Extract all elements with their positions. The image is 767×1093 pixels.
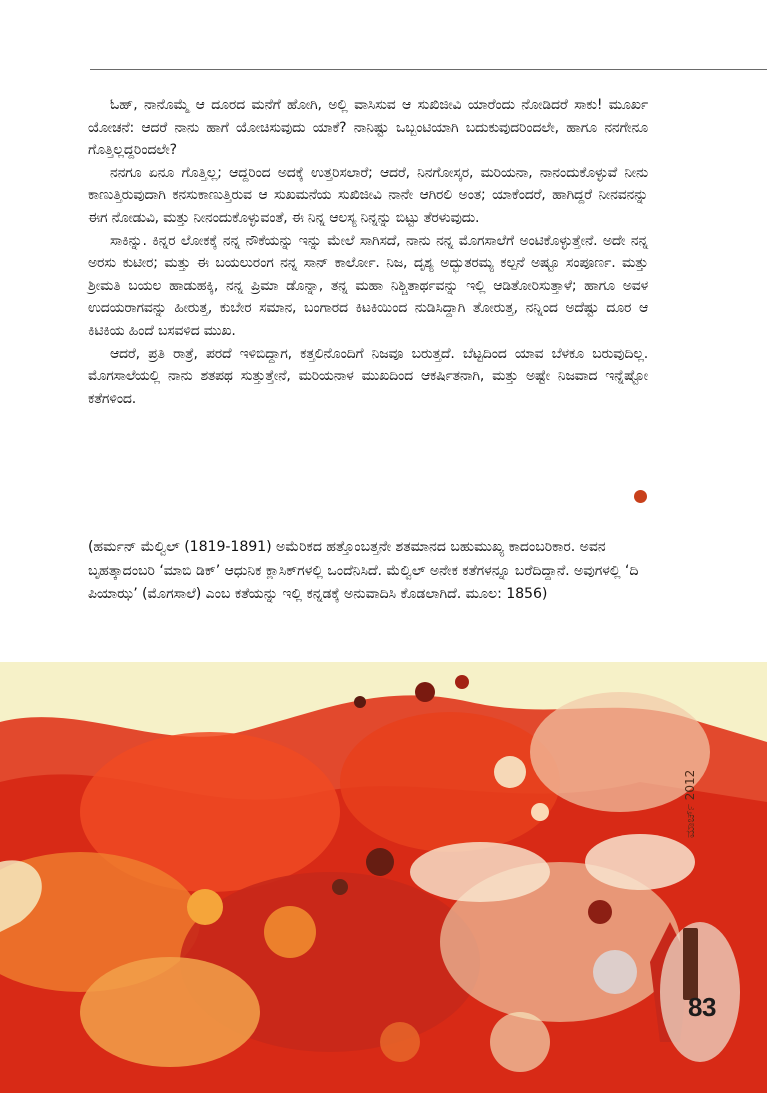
story-paragraph: ಓಹ್, ನಾನೊಮ್ಮೆ ಆ ದೂರದ ಮನೆಗೆ ಹೋಗಿ, ಅಲ್ಲಿ ವಾಸಿಸುವ ಆ ಸುಖಿಜೀವಿ ಯಾರೆಂದು ನೋಡಿದರೆ ಸಾಕು! ಮೂರ್ಖ ಯೋಚನೆ: ಆದರೆ ನಾನು ಹಾಗೆ ಯೋಚಿಸುವುದು ಯಾಕೆ? ನಾನಿಷ್ಟು ಒಬ್ಬಂಟಿಯಾಗಿ ಬದುಕುವುದರಿಂದಲೇ, ಹಾಗೂ ನನಗೇನೂ ಗೊತ್ತಿಲ್ಲದ್ದರಿಂದಲೇ?: [88, 97, 648, 159]
issue-date-label: ಮಾರ್ಚ್ 2012: [683, 769, 697, 838]
story-paragraph: ಸಾಕಿನ್ನು. ಕಿನ್ನರ ಲೋಕಕ್ಕೆ ನನ್ನ ನೌಕೆಯನ್ನು ಇನ್ನು ಮೇಲೆ ಸಾಗಿಸದೆ, ನಾನು ನನ್ನ ಮೊಗಸಾಲೆಗೆ ಅಂಟಿಕೊಳ್ಳುತ್ತೇನೆ. ಅದೇ ನನ್ನ ಅರಸು ಕುಟೀರ; ಮತ್ತು ಈ ಬಯಲುರಂಗ ನನ್ನ ಸಾನ್ ಕಾರ್ಲೋ. ನಿಜ, ದೃಶ್ಯ ಅದ್ಭುತರಮ್ಯ ಕಲ್ಪನೆ ಅಷ್ಟೂ ಸಂಪೂರ್ಣ. ಮತ್ತು ಶ್ರೀಮತಿ ಬಯಲ ಹಾಡುಹಕ್ಕಿ, ನನ್ನ ಪ್ರಿಮಾ ಡೊನ್ನಾ, ತನ್ನ ಮಹಾ ನಿಶ್ಚಿತಾರ್ಥವನ್ನು ಇಲ್ಲಿ ಆಡಿತೋರಿಸುತ್ತಾಳೆ; ಹಾಗೂ ಅವಳ ಉದಯರಾಗವನ್ನು ಹೀರುತ್ತ, ಕುಬೇರ ಸಮಾನ, ಬಂಗಾರದ ಕಿಟಕಿಯಿಂದ ನುಡಿಸಿದ್ದಾಗಿ ತೋರುತ್ತ, ನನ್ನಿಂದ ಅದೆಷ್ಟು ದೂರ ಆ ಕಿಟಿಕಿಯ ಹಿಂದೆ ಬಸವಳಿದ ಮುಖ.: [88, 232, 648, 339]
story-paragraph: ನನಗೂ ಏನೂ ಗೊತ್ತಿಲ್ಲ; ಆದ್ದರಿಂದ ಅದಕ್ಕೆ ಉತ್ತರಿಸಲಾರೆ; ಆದರೆ, ನಿನಗೋಸ್ಕರ, ಮರಿಯನಾ, ನಾನಂದುಕೊಳ್ಳುವೆ ನೀನು ಕಾಣುತ್ತಿರುವುದಾಗಿ ಕನಸುಕಾಣುತ್ತಿರುವ ಆ ಸುಖಮನೆಯ ಸುಖಿಜೀವಿ ನಾನೇ ಆಗಿರಲಿ ಅಂತ; ಯಾಕೆಂದರೆ, ಹಾಗಿದ್ದರೆ ನೀನವನನ್ನು ಈಗ ನೋಡುವಿ, ಮತ್ತು ನೀನಂದುಕೊಳ್ಳುವಂತೆ, ಈ ನಿನ್ನ ಆಲಸ್ಯ ನಿನ್ನನ್ನು ಬಿಟ್ಟು ತೆರಳುವುದು.: [88, 164, 648, 226]
author-note: (ಹರ್ಮನ್ ಮೆಲ್ವಿಲ್ (1819-1891) ಅಮೆರಿಕದ ಹತ್ತೊಂಬತ್ತನೇ ಶತಮಾನದ ಬಹುಮುಖ್ಯ ಕಾದಂಬರಿಕಾರ. ಅವನ ಬೃಹತ್ಕಾದಂಬರಿ ‘ಮಾಬಿ ಡಿಕ್’ ಆಧುನಿಕ ಕ್ಲಾಸಿಕ್‌ಗಳಲ್ಲಿ ಒಂದೆನಿಸಿದೆ. ಮೆಲ್ವಿಲ್ ಅನೇಕ ಕತೆಗಳನ್ನೂ ಬರೆದಿದ್ದಾನೆ. ಅವುಗಳಲ್ಲಿ ‘ದಿ ಪಿಯಾಝ’ (ಮೊಗಸಾಲೆ) ಎಂಬ ಕತೆಯನ್ನು ಇಲ್ಲಿ ಕನ್ನಡಕ್ಕೆ ಅನುವಾದಿಸಿ ಕೊಡಲಾಗಿದೆ. ಮೂಲ: 1856): [88, 539, 639, 602]
story-paragraph: ಆದರೆ, ಪ್ರತಿ ರಾತ್ರೆ, ಪರದೆ ಇಳಿಬಿದ್ದಾಗ, ಕತ್ತಲಿನೊಂದಿಗೆ ನಿಜವೂ ಬರುತ್ತದೆ. ಬೆಟ್ಟದಿಂದ ಯಾವ ಬೆಳಕೂ ಬರುವುದಿಲ್ಲ. ಮೊಗಸಾಲೆಯಲ್ಲಿ ನಾನು ಶತಪಥ ಸುತ್ತುತ್ತೇನೆ, ಮರಿಯನಾಳ ಮುಖದಿಂದ ಆಕರ್ಷಿತನಾಗಿ, ಮತ್ತು ಅಷ್ಟೇ ನಿಜವಾದ ಇನ್ನೆಷ್ಟೋ ಕತೆಗಳಿಂದ.: [88, 345, 648, 407]
story-body: [88, 94, 648, 410]
abstract-painting: [0, 662, 767, 1093]
page-number: 83: [688, 992, 716, 1022]
magazine-logo-bar: [683, 928, 698, 1000]
top-rule: [90, 69, 767, 70]
end-of-story-dot: [634, 490, 647, 503]
